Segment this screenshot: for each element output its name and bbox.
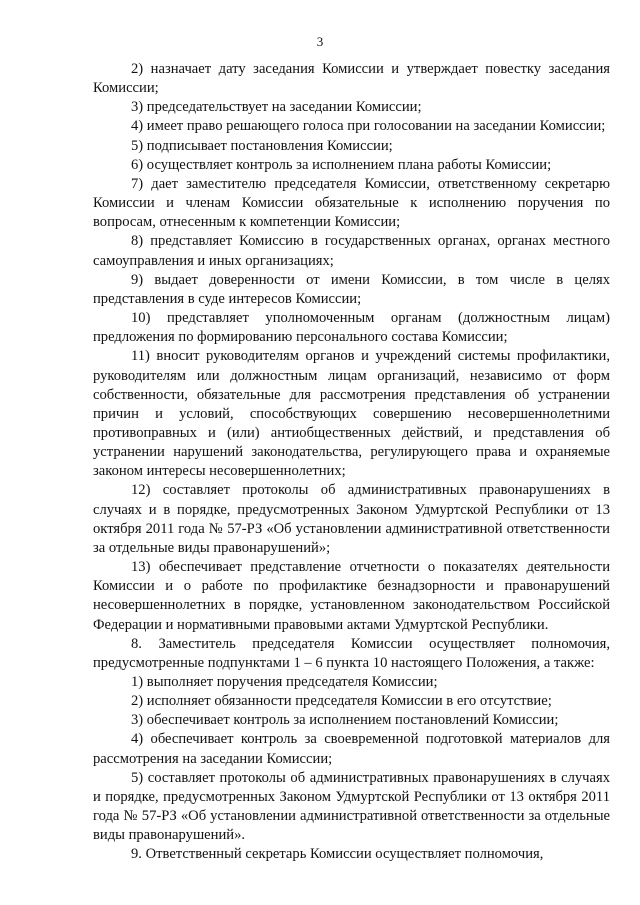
paragraph-item-12: 12) составляет протоколы об административных правонарушениях в случаях и в порядке, предусмотренных Законом Удмуртской Республики от 13 октября 2011 года № 57-РЗ «Об установлении административной ответственности за отдельные виды правонарушений»; xyxy=(93,482,610,556)
paragraph-item-11: 11) вносит руководителям органов и учреждений системы профилактики, руководителям или должностным лицам организаций, независимо от форм собственности, обязательные для рассмотрения представления об устранении причин и условий, способствующих совершению несовершеннолетними противоправных и (или) антиобщественных действий, и представления об устранении нарушений законодательства, регулирующего права и охраняемые законом интересы несовершеннолетних; xyxy=(93,348,610,480)
paragraph-item-3: 3) председательствует на заседании Комиссии; xyxy=(131,99,422,116)
paragraph-item-10: 10) представляет уполномоченным органам (должностным лицам) предложения по формированию персонального состава Комиссии; xyxy=(93,310,610,346)
deputy-item-4: 4) обеспечивает контроль за своевременной подготовкой материалов для рассмотрения на заседании Комиссии; xyxy=(93,731,610,767)
page-number: 3 xyxy=(316,34,324,49)
section-9-intro: 9. Ответственный секретарь Комиссии осуществляет полномочия, xyxy=(131,846,544,863)
deputy-item-5: 5) составляет протоколы об административных правонарушениях в случаях и порядке, предусмотренных Законом Удмуртской Республики от 13 октября 2011 года № 57-РЗ «Об установлении административной ответственности за отдельные виды правонарушений». xyxy=(93,769,610,844)
paragraph-item-5: 5) подписывает постановления Комиссии; xyxy=(131,137,393,154)
deputy-item-1: 1) выполняет поручения председателя Комиссии; xyxy=(131,674,438,690)
paragraph-item-13: 13) обеспечивает представление отчетности о показателях деятельности Комиссии и о работе по профилактике безнадзорности и правонарушений несовершеннолетних в порядке, установленном законодательством Российской Федерации и нормативными правовыми актами Удмуртской Республики. xyxy=(93,559,610,633)
paragraph-item-2: 2) назначает дату заседания Комиссии и утверждает повестку заседания Комиссии; xyxy=(93,61,610,97)
paragraph-item-9: 9) выдает доверенности от имени Комиссии, в том числе в целях представления в суде интересов Комиссии; xyxy=(93,271,610,307)
paragraph-item-4: 4) имеет право решающего голоса при голосовании на заседании Комиссии; xyxy=(131,118,606,135)
deputy-item-2: 2) исполняет обязанности председателя Комиссии в его отсутствие; xyxy=(131,693,552,710)
paragraph-item-7: 7) дает заместителю председателя Комиссии, ответственному секретарю Комиссии и членам Комиссии обязательные к исполнению поручения по вопросам, отнесенным к компетенции Комиссии; xyxy=(93,175,610,231)
document-body xyxy=(93,60,610,865)
section-8-intro: 8. Заместитель председателя Комиссии осуществляет полномочия, предусмотренные подпунктами 1 – 6 пункта 10 настоящего Положения, а также: xyxy=(93,635,610,671)
deputy-item-3: 3) обеспечивает контроль за исполнением постановлений Комиссии; xyxy=(131,712,559,729)
paragraph-item-8: 8) представляет Комиссию в государственных органах, органах местного самоуправления и иных организациях; xyxy=(93,233,610,269)
paragraph-item-6: 6) осуществляет контроль за исполнением плана работы Комиссии; xyxy=(131,156,552,173)
